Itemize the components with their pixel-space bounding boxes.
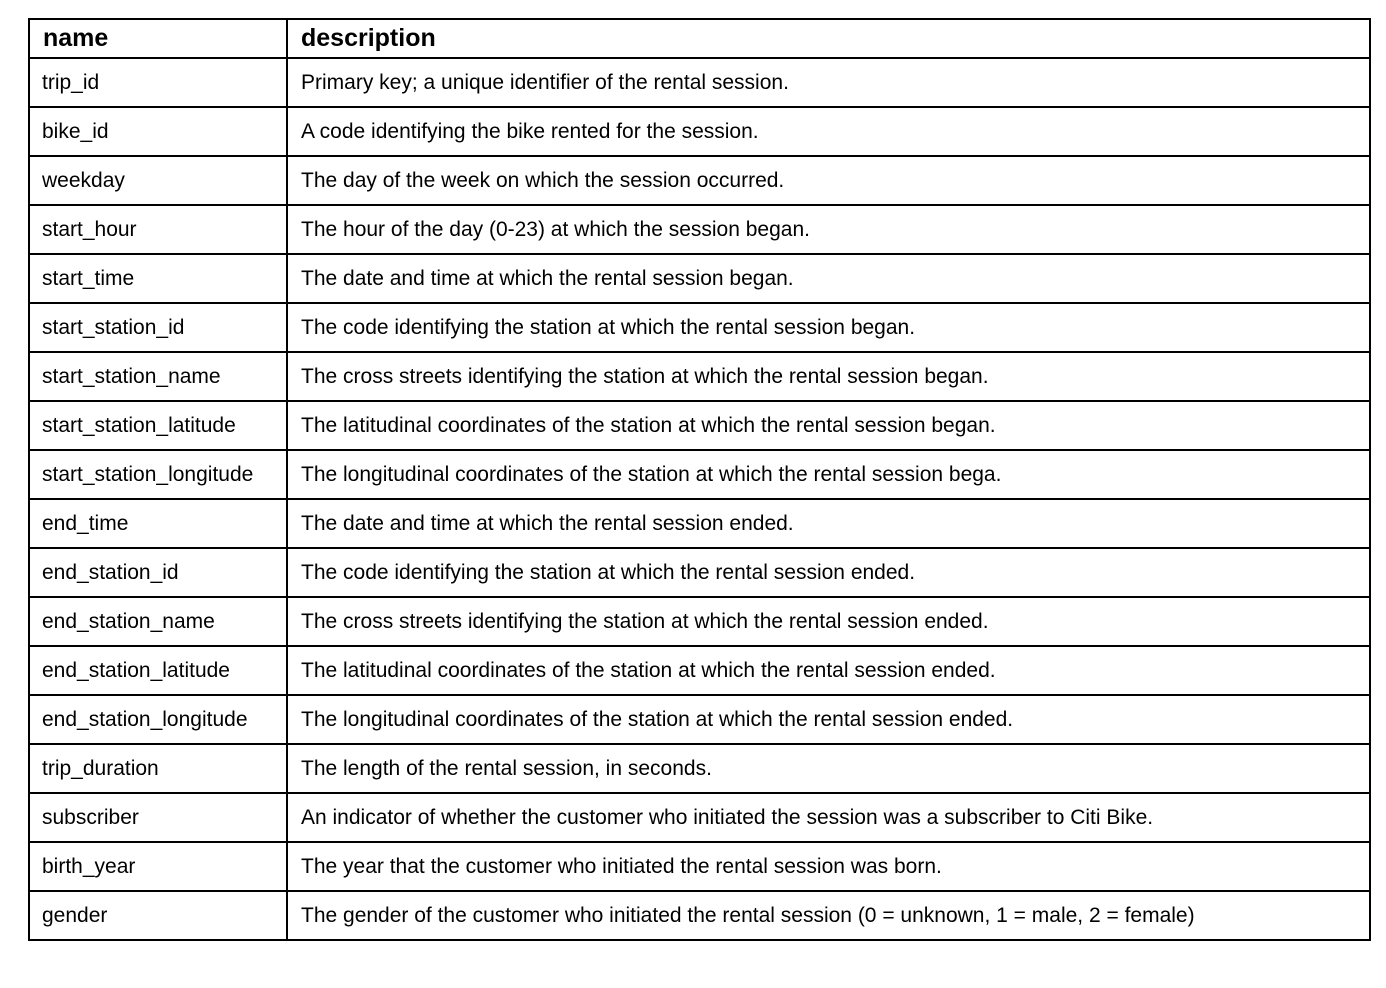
field-description-cell: The year that the customer who initiated the rental session was born. bbox=[287, 842, 1370, 891]
table-row bbox=[29, 303, 1370, 352]
field-description-cell: The cross streets identifying the station at which the rental session ended. bbox=[287, 597, 1370, 646]
column-header-description: description bbox=[287, 19, 1370, 58]
table-row bbox=[29, 695, 1370, 744]
field-description-cell: The gender of the customer who initiated the rental session (0 = unknown, 1 = male, 2 = female) bbox=[287, 891, 1370, 940]
table-row bbox=[29, 891, 1370, 940]
field-description-cell: The length of the rental session, in seconds. bbox=[287, 744, 1370, 793]
field-name-cell: start_station_name bbox=[29, 352, 287, 401]
field-description-cell: The code identifying the station at which the rental session began. bbox=[287, 303, 1370, 352]
field-name-cell: gender bbox=[29, 891, 287, 940]
field-name-cell: trip_id bbox=[29, 58, 287, 107]
field-description-cell: The latitudinal coordinates of the station at which the rental session ended. bbox=[287, 646, 1370, 695]
field-name-cell: birth_year bbox=[29, 842, 287, 891]
field-name-cell: start_hour bbox=[29, 205, 287, 254]
table-row bbox=[29, 450, 1370, 499]
field-description-cell: The day of the week on which the session occurred. bbox=[287, 156, 1370, 205]
field-description-cell: An indicator of whether the customer who initiated the session was a subscriber to Citi Bike. bbox=[287, 793, 1370, 842]
field-description-cell: The longitudinal coordinates of the station at which the rental session bega. bbox=[287, 450, 1370, 499]
field-name-cell: subscriber bbox=[29, 793, 287, 842]
field-description-cell: The date and time at which the rental session ended. bbox=[287, 499, 1370, 548]
table-row bbox=[29, 744, 1370, 793]
field-name-cell: start_time bbox=[29, 254, 287, 303]
data-dictionary-container bbox=[28, 18, 1371, 941]
field-name-cell: start_station_id bbox=[29, 303, 287, 352]
table-row bbox=[29, 548, 1370, 597]
table-header-row bbox=[29, 19, 1370, 58]
table-row bbox=[29, 597, 1370, 646]
table-row bbox=[29, 646, 1370, 695]
field-name-cell: start_station_latitude bbox=[29, 401, 287, 450]
field-name-cell: end_station_latitude bbox=[29, 646, 287, 695]
field-name-cell: bike_id bbox=[29, 107, 287, 156]
field-description-cell: The cross streets identifying the station at which the rental session began. bbox=[287, 352, 1370, 401]
field-name-cell: end_station_longitude bbox=[29, 695, 287, 744]
field-name-cell: end_station_name bbox=[29, 597, 287, 646]
field-description-cell: The code identifying the station at which the rental session ended. bbox=[287, 548, 1370, 597]
table-row bbox=[29, 352, 1370, 401]
field-name-cell: end_station_id bbox=[29, 548, 287, 597]
table-row bbox=[29, 58, 1370, 107]
field-description-cell: The latitudinal coordinates of the station at which the rental session began. bbox=[287, 401, 1370, 450]
column-header-name: name bbox=[29, 19, 287, 58]
table-row bbox=[29, 205, 1370, 254]
field-description-cell: Primary key; a unique identifier of the rental session. bbox=[287, 58, 1370, 107]
table-row bbox=[29, 156, 1370, 205]
field-description-cell: The hour of the day (0-23) at which the session began. bbox=[287, 205, 1370, 254]
table-row bbox=[29, 842, 1370, 891]
field-description-cell: A code identifying the bike rented for the session. bbox=[287, 107, 1370, 156]
field-description-cell: The date and time at which the rental session began. bbox=[287, 254, 1370, 303]
field-name-cell: weekday bbox=[29, 156, 287, 205]
table-row bbox=[29, 401, 1370, 450]
table-row bbox=[29, 499, 1370, 548]
table-row bbox=[29, 793, 1370, 842]
data-dictionary-table bbox=[28, 18, 1371, 941]
table-row bbox=[29, 107, 1370, 156]
field-name-cell: trip_duration bbox=[29, 744, 287, 793]
table-row bbox=[29, 254, 1370, 303]
field-name-cell: start_station_longitude bbox=[29, 450, 287, 499]
field-description-cell: The longitudinal coordinates of the station at which the rental session ended. bbox=[287, 695, 1370, 744]
field-name-cell: end_time bbox=[29, 499, 287, 548]
